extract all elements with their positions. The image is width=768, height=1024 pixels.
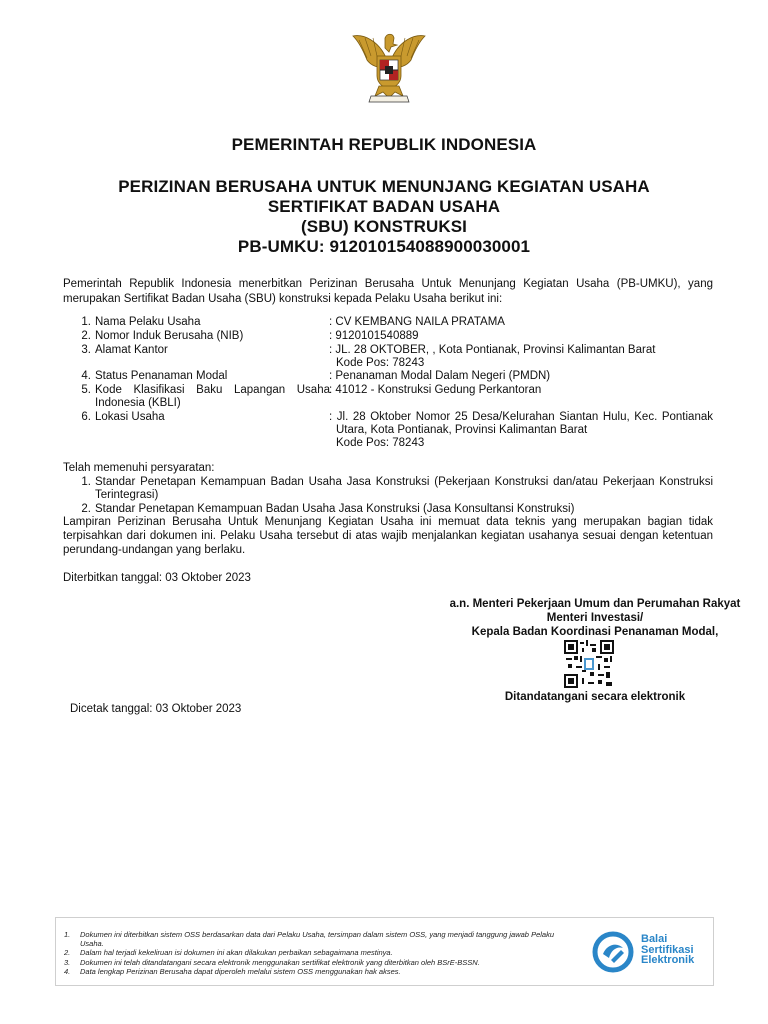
logo-text-line: Elektronik	[641, 954, 695, 966]
note-text: Data lengkap Perizinan Berusaha dapat diperoleh melalui sistem OSS menggunakan hak akses.	[80, 966, 401, 976]
item-value: : CV KEMBANG NAILA PRATAMA	[329, 316, 505, 328]
qr-code-icon	[564, 640, 614, 688]
document-title-line1: PERIZINAN BERUSAHA UNTUK MENUNJANG KEGIATAN USAHA	[118, 177, 650, 196]
footer-note	[64, 967, 574, 976]
note-text: Dokumen ini telah ditandatangani secara elektronik menggunakan sertifikat elektronik yang diterbitkan oleh BSrE-BSSN.	[80, 957, 480, 967]
document-title-line2: SERTIFIKAT BADAN USAHA	[267, 197, 501, 216]
attachment-paragraph: Lampiran Perizinan Berusaha Untuk Menunjang Kegiatan Usaha ini memuat data teknis yang merupakan bagian tidak terpisahkan dari dokumen ini. Pelaku Usaha tersebut di atas wajib menjalankan kegiatan usahanya sesuai dengan ketentuan perundang-undangan yang berlaku.	[63, 516, 713, 556]
footer-notes-box	[55, 917, 714, 986]
note-number: 1.	[64, 930, 71, 939]
item-label: Nomor Induk Berusaha (NIB)	[95, 330, 244, 342]
note-number: 2.	[64, 948, 71, 958]
signatory-line2: Menteri Investasi/	[546, 612, 644, 624]
item-label: Lokasi Usaha	[95, 411, 165, 423]
footer-notes-list	[64, 930, 574, 976]
logo-text-line: Balai	[641, 933, 668, 945]
item-number: 3.	[81, 344, 91, 356]
item-label: Kode Klasifikasi Baku Lapangan Usaha	[95, 384, 330, 396]
note-text: Dalam hal terjadi kekeliruan isi dokumen ini akan dilakukan perbaikan sebagaimana mestinya.	[80, 948, 393, 958]
logo-text-line: Sertifikasi	[641, 943, 694, 956]
item-number: 1.	[81, 316, 91, 328]
postal-code: Kode Pos: 78243	[336, 357, 425, 369]
requirements-section	[63, 462, 713, 516]
garuda-pancasila-emblem	[349, 30, 429, 104]
item-number: 4.	[81, 370, 91, 382]
note-text: Dokumen ini diterbitkan sistem OSS berdasarkan data dari Pelaku Usaha, tersimpan dalam sistem OSS, yang menjadi tanggung jawab Pelaku Usaha.	[80, 930, 554, 949]
requirement-number: 1.	[81, 475, 91, 488]
requirement-item	[63, 503, 713, 517]
intro-paragraph: Pemerintah Republik Indonesia menerbitkan Perizinan Berusaha Untuk Menunjang Kegiatan Usaha (PB-UMKU), yang merupakan Sertifikat Badan Usaha (SBU) konstruksi kepada Pelaku Usaha berikut ini:	[63, 278, 713, 305]
bsre-logo-text	[641, 934, 694, 966]
item-label: Alamat Kantor	[95, 344, 168, 356]
printed-date: Dicetak tanggal: 03 Oktober 2023	[70, 703, 242, 715]
item-label-continuation: Indonesia (KBLI)	[95, 397, 181, 409]
issued-date: Diterbitkan tanggal: 03 Oktober 2023	[63, 572, 251, 584]
item-value: : Penanaman Modal Dalam Negeri (PMDN)	[329, 370, 551, 382]
requirements-heading: Telah memenuhi persyaratan:	[63, 462, 215, 474]
item-number: 5.	[81, 384, 91, 396]
requirement-text: Standar Penetapan Kemampuan Badan Usaha Jasa Konstruksi (Jasa Konsultansi Konstruksi)	[95, 502, 575, 515]
footer-note	[64, 948, 574, 957]
electronic-signature-note: Ditandatangani secara elektronik	[504, 691, 686, 703]
signatory-line3: Kepala Badan Koordinasi Penanaman Modal,	[471, 626, 719, 638]
note-number: 4.	[64, 966, 71, 976]
item-value: : 41012 - Konstruksi Gedung Perkantoran	[329, 384, 542, 396]
requirement-number: 2.	[81, 502, 91, 515]
signatory-line1: a.n. Menteri Pekerjaan Umum dan Perumahan Rakyat	[449, 598, 741, 610]
footer-note	[64, 930, 574, 948]
license-number: PB-UMKU: 912010154088900030001	[237, 237, 531, 256]
footer-note	[64, 958, 574, 967]
location-line1: : Jl. 28 Oktober Nomor 25 Desa/Kelurahan Siantan Hulu, Kec. Pontianak	[329, 411, 713, 423]
requirement-item	[63, 476, 713, 503]
item-label: Status Penanaman Modal	[95, 370, 228, 382]
location-line2: Utara, Kota Pontianak, Provinsi Kalimantan Barat	[336, 424, 588, 436]
address-line: : JL. 28 OKTOBER, , Kota Pontianak, Provinsi Kalimantan Barat	[329, 344, 656, 356]
requirement-text: Standar Penetapan Kemampuan Badan Usaha Jasa Konstruksi (Pekerjaan Konstruksi dan/atau Pekerjaan Konstruksi Terintegrasi)	[95, 475, 713, 501]
item-value	[329, 411, 713, 450]
item-number: 6.	[81, 411, 91, 423]
government-title: PEMERINTAH REPUBLIK INDONESIA	[231, 135, 537, 154]
item-number: 2.	[81, 330, 91, 342]
note-number: 3.	[64, 957, 71, 967]
postal-code: Kode Pos: 78243	[336, 437, 425, 449]
item-value	[329, 344, 713, 370]
document-title-line3: (SBU) KONSTRUKSI	[301, 217, 467, 236]
item-label: Nama Pelaku Usaha	[95, 316, 201, 328]
item-value: : 9120101540889	[329, 330, 419, 342]
